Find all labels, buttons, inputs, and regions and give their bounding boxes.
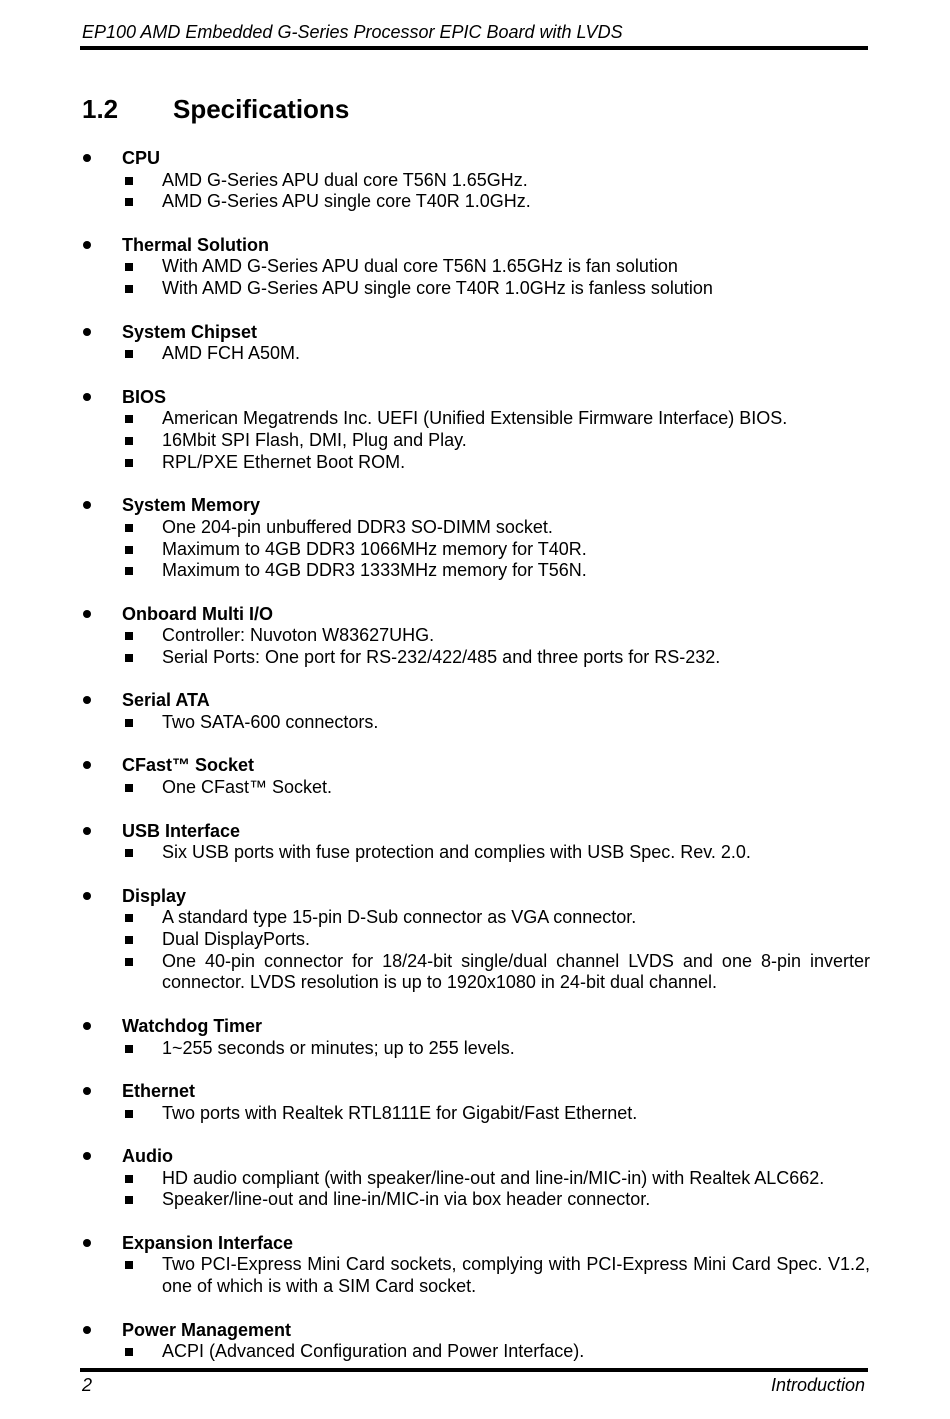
spec-group-heading xyxy=(80,1146,870,1168)
spec-item-text: Maximum to 4GB DDR3 1333MHz memory for T56N. xyxy=(162,560,587,581)
spec-group-heading xyxy=(80,1081,870,1103)
spec-item xyxy=(80,842,870,864)
spec-item xyxy=(80,191,870,213)
square-bullet-icon xyxy=(120,539,162,561)
spec-item xyxy=(80,278,870,300)
spec-group-title: Thermal Solution xyxy=(122,234,270,255)
square-bullet-icon xyxy=(120,951,162,994)
spec-item xyxy=(80,430,870,452)
spec-item xyxy=(80,951,870,994)
spec-group xyxy=(80,322,870,365)
spec-item-text: American Megatrends Inc. UEFI (Unified Extensible Firmware Interface) BIOS. xyxy=(162,408,788,429)
spec-item xyxy=(80,1103,870,1125)
spec-group xyxy=(80,1016,870,1059)
spec-group-heading xyxy=(80,148,870,170)
spec-item xyxy=(80,343,870,365)
spec-group-heading xyxy=(80,886,870,908)
spec-item xyxy=(80,170,870,192)
spec-group xyxy=(80,495,870,582)
section-heading xyxy=(82,94,349,125)
spec-item-text: 16Mbit SPI Flash, DMI, Plug and Play. xyxy=(162,430,467,451)
spec-group-heading xyxy=(80,1233,870,1255)
spec-group-heading xyxy=(80,495,870,517)
spec-item xyxy=(80,777,870,799)
spec-group xyxy=(80,1233,870,1298)
spec-group-heading xyxy=(80,755,870,777)
spec-group-title: System Memory xyxy=(122,495,261,516)
spec-item xyxy=(80,1168,870,1190)
spec-group-heading xyxy=(80,1320,870,1342)
spec-item-text: A standard type 15-pin D-Sub connector as VGA connector. xyxy=(162,907,637,928)
spec-item-text: One 40-pin connector for 18/24-bit single/dual channel LVDS and one 8-pin inverter connector. LVDS resolution is up to 1920x1080 in 24-bit dual channel. xyxy=(162,950,870,993)
spec-group-heading xyxy=(80,322,870,344)
spec-group xyxy=(80,886,870,995)
spec-group-title: CFast™ Socket xyxy=(122,755,255,776)
square-bullet-icon xyxy=(120,1341,162,1363)
square-bullet-icon xyxy=(120,647,162,669)
spec-item-text: RPL/PXE Ethernet Boot ROM. xyxy=(162,451,406,472)
spec-item-text: Dual DisplayPorts. xyxy=(162,929,311,950)
square-bullet-icon xyxy=(120,625,162,647)
spec-item xyxy=(80,539,870,561)
page-number: 2 xyxy=(82,1375,93,1395)
spec-group-heading xyxy=(80,690,870,712)
spec-item-text: With AMD G-Series APU dual core T56N 1.65GHz is fan solution xyxy=(162,256,678,277)
spec-item xyxy=(80,647,870,669)
spec-item-text: 1~255 seconds or minutes; up to 255 levels. xyxy=(162,1037,515,1058)
spec-item-text: One CFast™ Socket. xyxy=(162,777,333,798)
spec-item xyxy=(80,929,870,951)
spec-group-title: CPU xyxy=(122,148,161,168)
square-bullet-icon xyxy=(120,170,162,192)
spec-item-text: Two ports with Realtek RTL8111E for Gigabit/Fast Ethernet. xyxy=(162,1102,638,1123)
square-bullet-icon xyxy=(120,408,162,430)
spec-item xyxy=(80,256,870,278)
spec-item-text: Speaker/line-out and line-in/MIC-in via box header connector. xyxy=(162,1189,651,1210)
spec-item xyxy=(80,712,870,734)
square-bullet-icon xyxy=(120,517,162,539)
spec-item xyxy=(80,625,870,647)
spec-group-title: Power Management xyxy=(122,1319,292,1340)
spec-group-title: System Chipset xyxy=(122,321,258,342)
spec-item-text: Two SATA-600 connectors. xyxy=(162,712,379,733)
square-bullet-icon xyxy=(120,1254,162,1297)
spec-group xyxy=(80,235,870,300)
square-bullet-icon xyxy=(120,278,162,300)
specifications-list xyxy=(80,148,870,1385)
spec-item-text: HD audio compliant (with speaker/line-out and line-in/MIC-in) with Realtek ALC662. xyxy=(162,1167,825,1188)
square-bullet-icon xyxy=(120,1189,162,1211)
spec-item-text: Two PCI-Express Mini Card sockets, complying with PCI-Express Mini Card Spec. V1.2, one of which is with a SIM Card socket. xyxy=(162,1254,870,1297)
spec-group xyxy=(80,148,870,213)
spec-item xyxy=(80,1341,870,1363)
spec-item xyxy=(80,1189,870,1211)
spec-item xyxy=(80,1038,870,1060)
spec-group xyxy=(80,821,870,864)
square-bullet-icon xyxy=(120,430,162,452)
spec-item-text: AMD G-Series APU single core T40R 1.0GHz. xyxy=(162,191,531,212)
spec-item-text: Serial Ports: One port for RS-232/422/485 and three ports for RS-232. xyxy=(162,647,721,667)
footer-rule xyxy=(80,1368,868,1372)
spec-item-text: ACPI (Advanced Configuration and Power Interface). xyxy=(162,1341,585,1362)
spec-group-heading xyxy=(80,604,870,626)
square-bullet-icon xyxy=(120,1038,162,1060)
square-bullet-icon xyxy=(120,256,162,278)
spec-item-text: Six USB ports with fuse protection and complies with USB Spec. Rev. 2.0. xyxy=(162,842,751,863)
spec-item-text: Maximum to 4GB DDR3 1066MHz memory for T40R. xyxy=(162,538,587,559)
spec-item-text: AMD G-Series APU dual core T56N 1.65GHz. xyxy=(162,169,528,190)
spec-group xyxy=(80,690,870,733)
square-bullet-icon xyxy=(120,777,162,799)
running-header: EP100 AMD Embedded G-Series Processor EPIC Board with LVDS xyxy=(82,22,623,42)
square-bullet-icon xyxy=(120,1103,162,1125)
square-bullet-icon xyxy=(120,191,162,213)
spec-group xyxy=(80,1146,870,1211)
spec-group-title: BIOS xyxy=(122,386,167,407)
spec-group xyxy=(80,604,870,669)
spec-group-title: USB Interface xyxy=(122,820,241,841)
spec-group-heading xyxy=(80,821,870,843)
spec-group-heading xyxy=(80,387,870,409)
spec-group xyxy=(80,755,870,798)
spec-item-text: Controller: Nuvoton W83627UHG. xyxy=(162,625,435,646)
spec-group-heading xyxy=(80,1016,870,1038)
spec-item-text: With AMD G-Series APU single core T40R 1.0GHz is fanless solution xyxy=(162,278,713,299)
spec-group-title: Onboard Multi I/O xyxy=(122,603,273,624)
square-bullet-icon xyxy=(120,907,162,929)
spec-item xyxy=(80,907,870,929)
square-bullet-icon xyxy=(120,452,162,474)
header-rule xyxy=(80,46,868,50)
square-bullet-icon xyxy=(120,842,162,864)
spec-group-heading xyxy=(80,235,870,257)
spec-group-title: Audio xyxy=(122,1145,173,1166)
square-bullet-icon xyxy=(120,712,162,734)
spec-group-title: Ethernet xyxy=(122,1080,196,1101)
section-title: Specifications xyxy=(173,94,350,124)
spec-item xyxy=(80,517,870,539)
spec-item-text: AMD FCH A50M. xyxy=(162,343,301,364)
spec-group-title: Serial ATA xyxy=(122,690,210,711)
spec-item xyxy=(80,452,870,474)
square-bullet-icon xyxy=(120,929,162,951)
square-bullet-icon xyxy=(120,560,162,582)
spec-group-title: Display xyxy=(122,885,187,906)
spec-group xyxy=(80,1081,870,1124)
square-bullet-icon xyxy=(120,1168,162,1190)
square-bullet-icon xyxy=(120,343,162,365)
spec-group-title: Expansion Interface xyxy=(122,1232,294,1253)
spec-item xyxy=(80,1254,870,1297)
spec-item-text: One 204-pin unbuffered DDR3 SO-DIMM socket. xyxy=(162,516,553,537)
spec-item xyxy=(80,408,870,430)
spec-group-title: Watchdog Timer xyxy=(122,1015,263,1036)
footer-section-name: Introduction xyxy=(770,1375,865,1395)
spec-item xyxy=(80,560,870,582)
spec-group xyxy=(80,387,870,474)
section-number: 1.2 xyxy=(82,94,119,124)
spec-group xyxy=(80,1320,870,1363)
